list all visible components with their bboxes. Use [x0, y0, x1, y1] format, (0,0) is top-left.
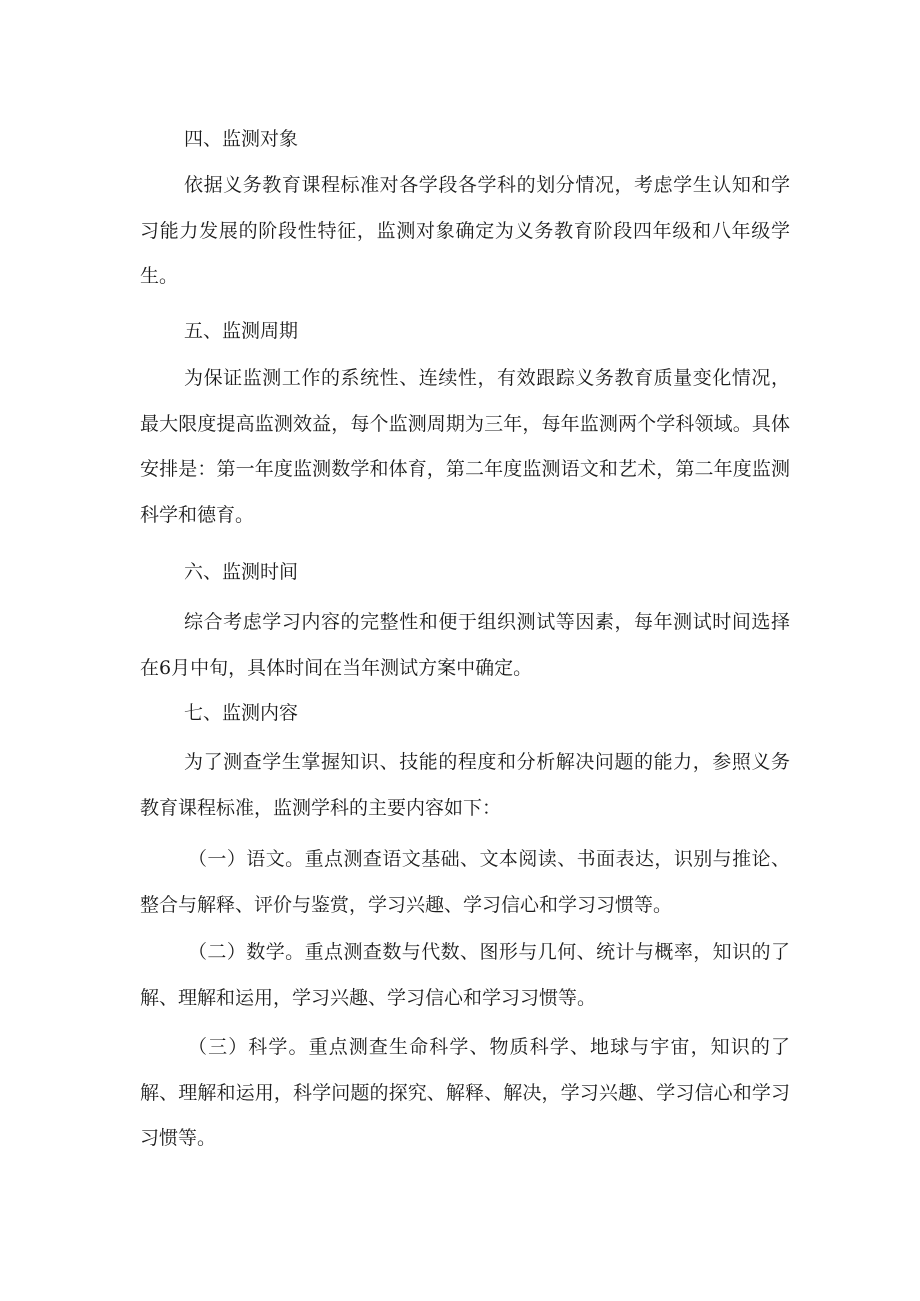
- paragraph-monitoring-object: 依据义务教育课程标准对各学段各学科的划分情况，考虑学生认知和学习能力发展的阶段性特征，监测对象确定为义务教育阶段四年级和八年级学生。: [140, 174, 790, 288]
- section-heading-monitoring-content: 七、监测内容: [184, 702, 299, 724]
- section-heading-monitoring-time: 六、监测时间: [184, 561, 299, 583]
- paragraph-subject-science: （三）科学。重点测查生命科学、物质科学、地球与宇宙，知识的了解、理解和运用，科学问题的探究、解释、解决，学习兴趣、学习信心和学习习惯等。: [140, 1036, 790, 1150]
- paragraph-monitoring-content-intro: 为了测查学生掌握知识、技能的程度和分析解决问题的能力，参照义务教育课程标准，监测学科的主要内容如下：: [140, 751, 790, 819]
- paragraph-subject-math: （二）数学。重点测查数与代数、图形与几何、统计与概率，知识的了解、理解和运用，学习兴趣、学习信心和学习习惯等。: [140, 941, 790, 1009]
- paragraph-subject-chinese: （一）语文。重点测查语文基础、文本阅读、书面表达，识别与推论、整合与解释、评价与鉴赏，学习兴趣、学习信心和学习习惯等。: [140, 848, 790, 916]
- paragraph-monitoring-cycle: 为保证监测工作的系统性、连续性，有效跟踪义务教育质量变化情况，最大限度提高监测效益，每个监测周期为三年，每年监测两个学科领域。具体安排是：第一年度监测数学和体育，第二年度监测语文和艺术，第二年度监测科学和德育。: [140, 367, 790, 526]
- section-heading-monitoring-object: 四、监测对象: [184, 128, 299, 150]
- paragraph-monitoring-time: 综合考虑学习内容的完整性和便于组织测试等因素，每年测试时间选择在6月中旬，具体时间在当年测试方案中确定。: [140, 611, 790, 679]
- section-heading-monitoring-cycle: 五、监测周期: [184, 320, 299, 342]
